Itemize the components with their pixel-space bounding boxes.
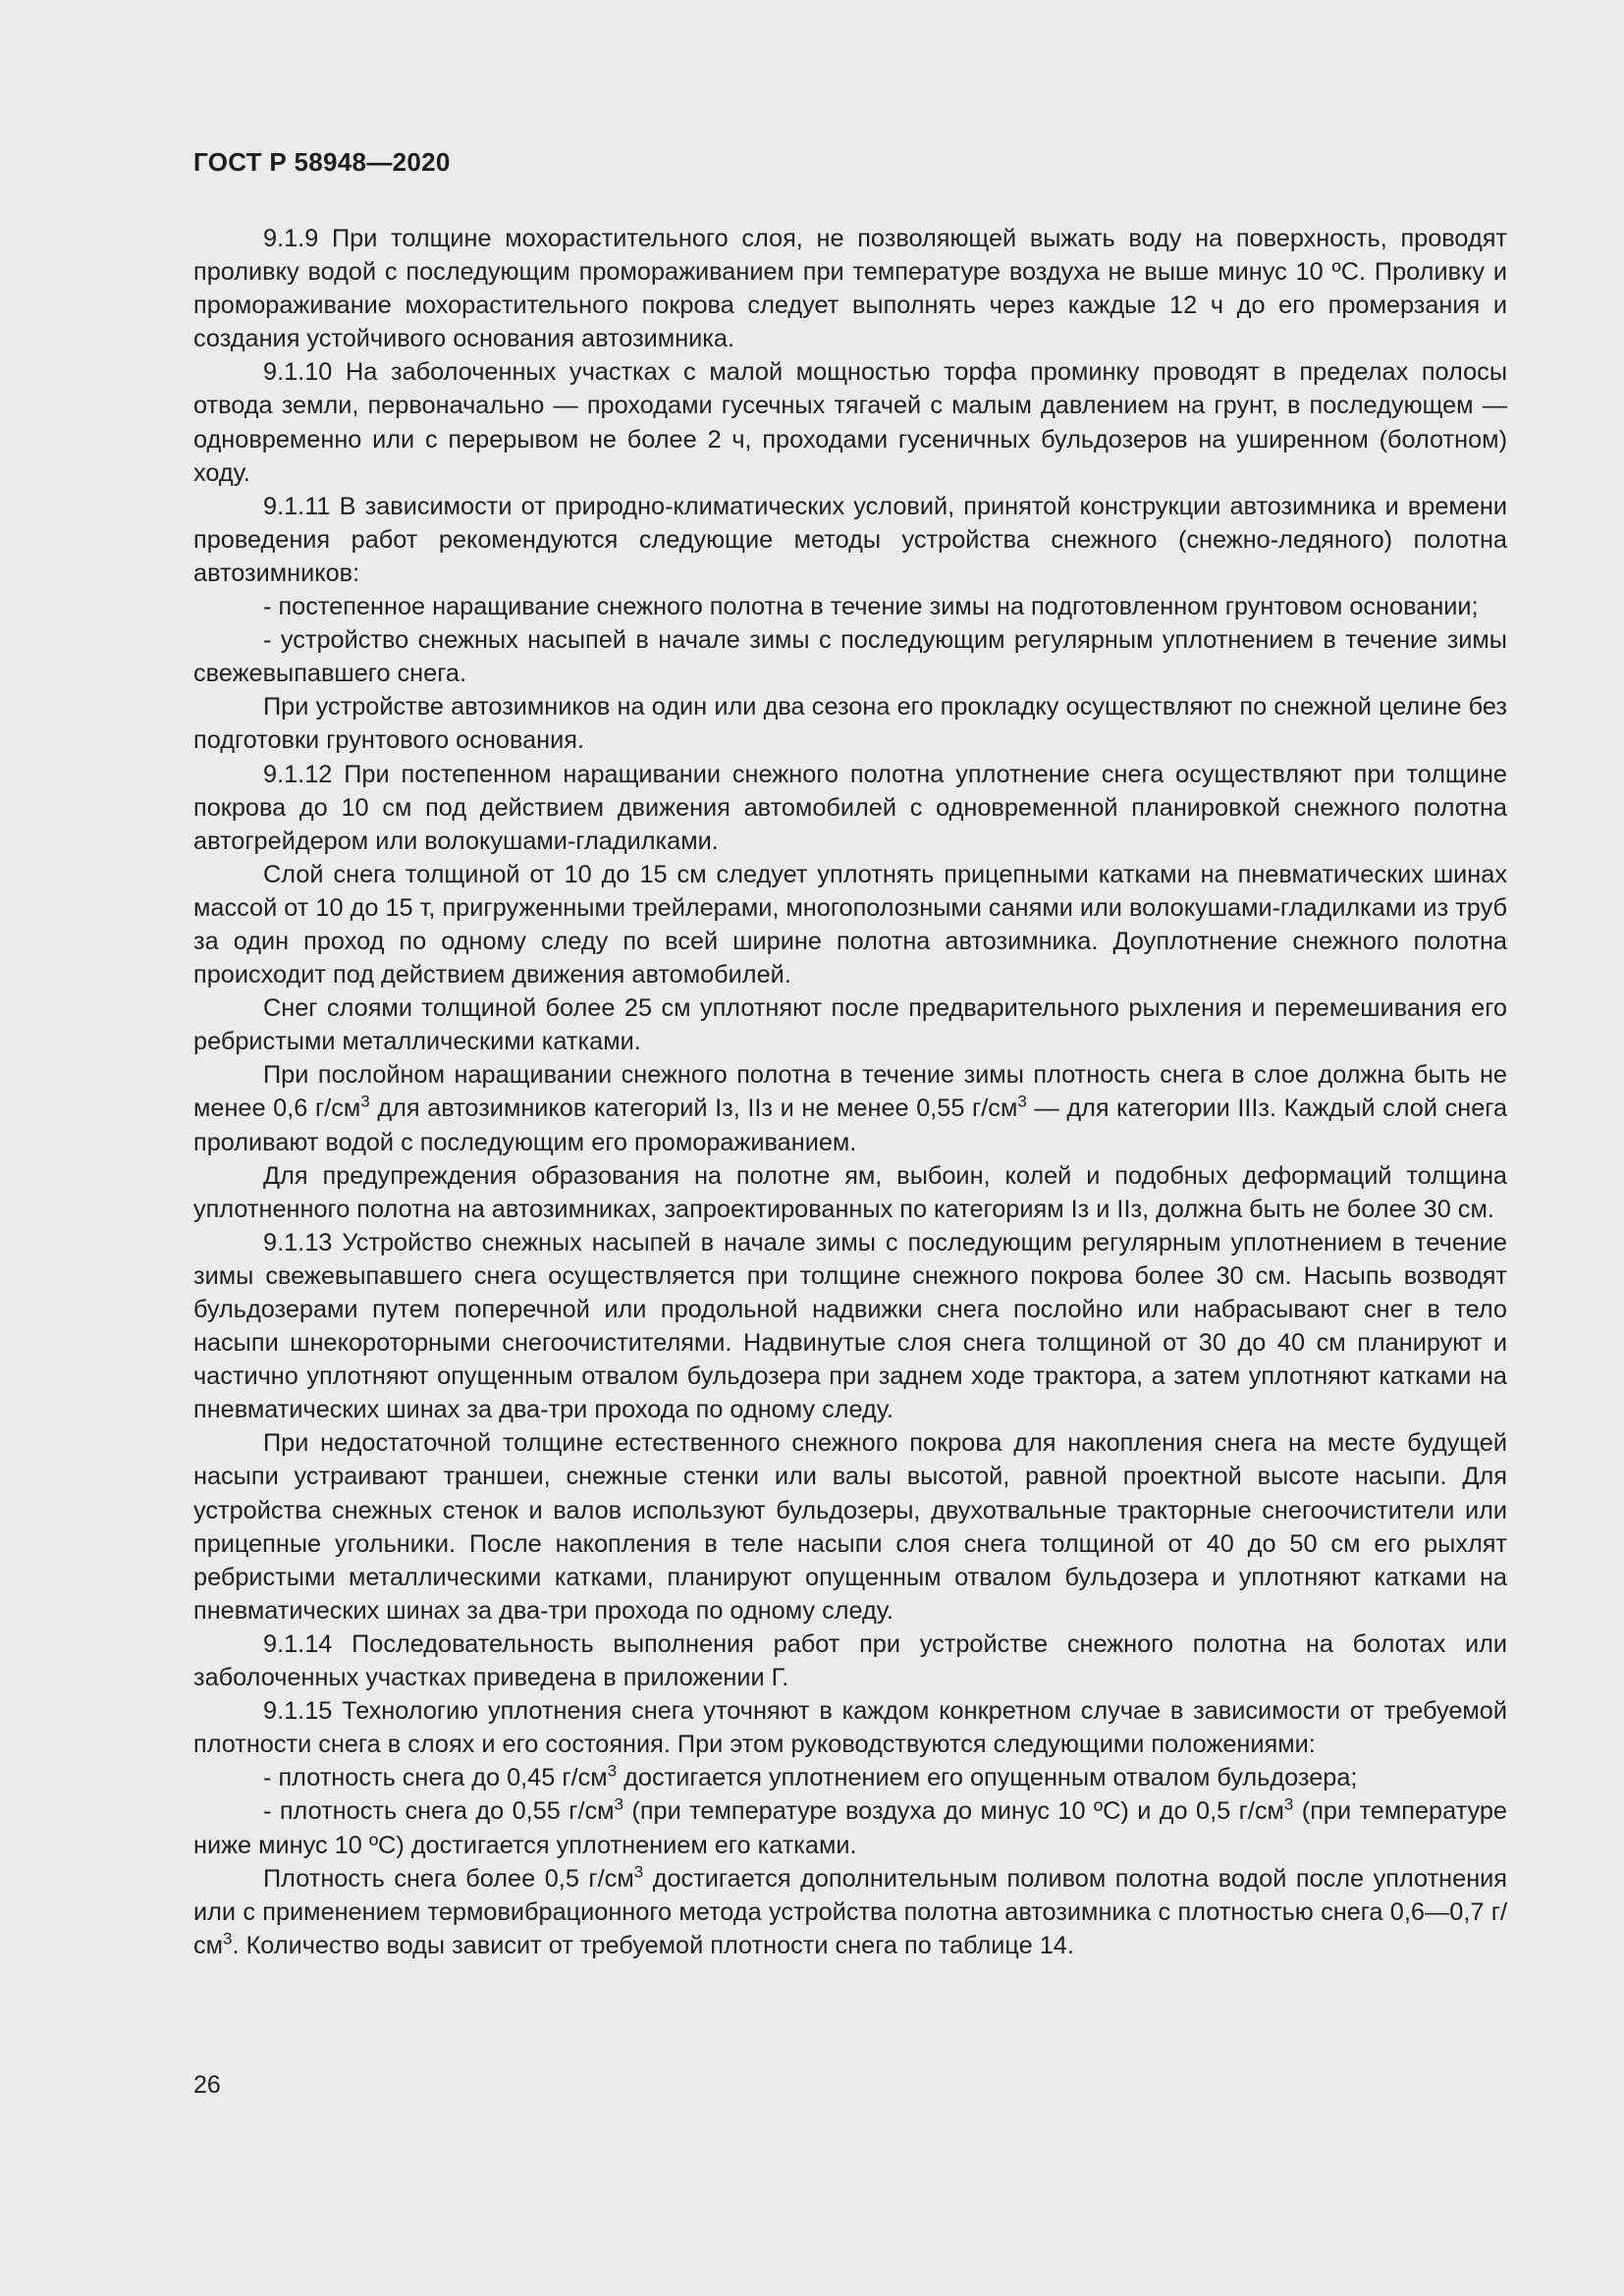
- bullet-item: [193, 1794, 1507, 1861]
- bullet-item: [193, 1761, 1507, 1794]
- text-run: - устройство снежных насыпей в начале зимы с последующим регулярным уплотнением в течение зимы свежевыпавшего снега.: [193, 626, 1507, 688]
- text-run: При послойном наращивании снежного полотна в течение зимы плотность снега в слое должна быть не менее 0,6 г/см: [193, 1061, 1507, 1123]
- text-run: 9.1.13 Устройство снежных насыпей в начале зимы с последующим регулярным уплотнением в течение зимы свежевыпавшего снега осуществляется при толщине снежного покрова более 30 см. Насыпь возводят бульдозерами путем поперечной или продольной надвижки снега послойно или набрасывают снег в тело насыпи шнекороторными снегоочистителями. Надвинутые слоя снега толщиной от 30 до 40 см планируют и частично уплотняют опущенным отвалом бульдозера при заднем ходе трактора, а затем уплотняют катками на пневматических шинах за два-три прохода по одному следу.: [193, 1228, 1507, 1424]
- document-header: ГОСТ Р 58948—2020: [193, 147, 451, 177]
- paragraph: [193, 690, 1507, 757]
- superscript: 3: [360, 1093, 370, 1112]
- text-run: Плотность снега более 0,5 г/см: [263, 1864, 634, 1893]
- paragraph-9-1-11: [193, 490, 1507, 590]
- text-run: - плотность снега до 0,55 г/см: [263, 1797, 615, 1826]
- paragraph-9-1-12: [193, 758, 1507, 858]
- superscript: 3: [633, 1862, 644, 1882]
- bullet-item: [193, 590, 1507, 623]
- text-run: 9.1.10 На заболоченных участках с малой мощностью торфа проминку проводят в пределах полосы отвода земли, первоначально — проходами гусечных тягачей с малым давлением на грунт, в последующем — одновременно или с перерывом не более 2 ч, проходами гусеничных бульдозеров на уширенном (болотном) ходу.: [193, 358, 1507, 487]
- text-run: достигается дополнительным поливом полотна водой после уплотнения или с применением термовибрационного метода устройства полотна автозимника с плотностью снега 0,6—0,7 г/см: [193, 1864, 1507, 1959]
- text-run: Снег слоями толщиной более 25 см уплотняют после предварительного рыхления и перемешивания его ребристыми металлическими катками.: [193, 994, 1507, 1056]
- text-run: Для предупреждения образования на полотне ям, выбоин, колей и подобных деформаций толщина уплотненного полотна на автозимниках, запроектированных по категориям Iз и IIз, должна быть не более 30 см.: [193, 1161, 1507, 1223]
- paragraph-9-1-10: [193, 355, 1507, 489]
- paragraph-9-1-13: [193, 1226, 1507, 1427]
- paragraph: [193, 858, 1507, 991]
- superscript: 3: [607, 1761, 618, 1781]
- text-run: (при температуре воздуха до минус 10 ºС) и до 0,5 г/см: [623, 1797, 1284, 1826]
- text-run: При устройстве автозимников на один или два сезона его прокладку осуществляют по снежной целине без подготовки грунтового основания.: [193, 693, 1507, 755]
- text-run: для автозимников категорий Iз, IIз и не менее 0,55 г/см: [369, 1095, 1018, 1123]
- text-run: - постепенное наращивание снежного полотна в течение зимы на подготовленном грунтовом основании;: [263, 593, 1479, 621]
- text-run: 9.1.9 При толщине мохорастительного слоя, не позволяющей выжать воду на поверхность, проводят проливку водой с последующим промораживанием при температуре воздуха не выше минус 10 ºС. Проливку и промораживание мохорастительного покрова следует выполнять через каждые 12 ч до его промерзания и создания устойчивого основания автозимника.: [193, 225, 1507, 353]
- text-run: (при температуре ниже минус 10 ºС) достигается уплотнением его катками.: [193, 1797, 1507, 1859]
- text-run: достигается уплотнением его опущенным отвалом бульдозера;: [617, 1764, 1358, 1792]
- bullet-item: [193, 623, 1507, 690]
- text-run: - плотность снега до 0,45 г/см: [263, 1764, 608, 1792]
- text-run: . Количество воды зависит от требуемой плотности снега по таблице 14.: [232, 1931, 1074, 1959]
- text-run: 9.1.15 Технологию уплотнения снега уточняют в каждом конкретном случае в зависимости от требуемой плотности снега в слоях и его состояния. При этом руководствуются следующими положениями:: [193, 1697, 1507, 1759]
- paragraph-9-1-14: [193, 1628, 1507, 1694]
- text-run: Слой снега толщиной от 10 до 15 см следует уплотнять прицепными катками на пневматических шинах массой от 10 до 15 т, пригруженными трейлерами, многополозными санями или волокушами-гладилками из труб за один проход по одному следу по всей ширине полотна автозимника. Доуплотнение снежного полотна происходит под действием движения автомобилей.: [193, 860, 1507, 989]
- paragraph-9-1-9: [193, 222, 1507, 355]
- document-body: [193, 222, 1507, 1962]
- paragraph: [193, 1426, 1507, 1628]
- superscript: 3: [1283, 1795, 1294, 1815]
- page-number: 26: [193, 2071, 221, 2099]
- paragraph-9-1-15: [193, 1694, 1507, 1761]
- paragraph: [193, 1862, 1507, 1962]
- superscript: 3: [1017, 1093, 1027, 1112]
- text-run: 9.1.12 При постепенном наращивании снежного полотна уплотнение снега осуществляют при толщине покрова до 10 см под действием движения автомобилей с одновременной планировкой снежного полотна автогрейдером или волокушами-гладилками.: [193, 760, 1507, 855]
- paragraph: [193, 991, 1507, 1058]
- text-run: 9.1.14 Последовательность выполнения работ при устройстве снежного полотна на болотах или заболоченных участках приведена в приложении Г.: [193, 1629, 1507, 1692]
- paragraph: [193, 1058, 1507, 1158]
- superscript: 3: [614, 1795, 623, 1815]
- superscript: 3: [223, 1929, 233, 1949]
- paragraph: [193, 1159, 1507, 1226]
- text-run: 9.1.11 В зависимости от природно-климатических условий, принятой конструкции автозимника и времени проведения работ рекомендуются следующие методы устройства снежного (снежно-ледяного) полотна автозимников:: [193, 492, 1507, 587]
- text-run: — для категории IIIз. Каждый слой снега проливают водой с последующим его промораживанием.: [193, 1095, 1508, 1156]
- text-run: При недостаточной толщине естественного снежного покрова для накопления снега на месте будущей насыпи устраивают траншеи, снежные стенки или валы высотой, равной проектной высоте насыпи. Для устройства снежных стенок и валов используют бульдозеры, двухотвальные тракторные снегоочистители или прицепные угольники. После накопления в теле насыпи слоя снега толщиной от 40 до 50 см его рыхлят ребристыми металлическими катками, планируют опущенным отвалом бульдозера и уплотняют катками на пневматических шинах за два-три прохода по одному следу.: [193, 1429, 1507, 1625]
